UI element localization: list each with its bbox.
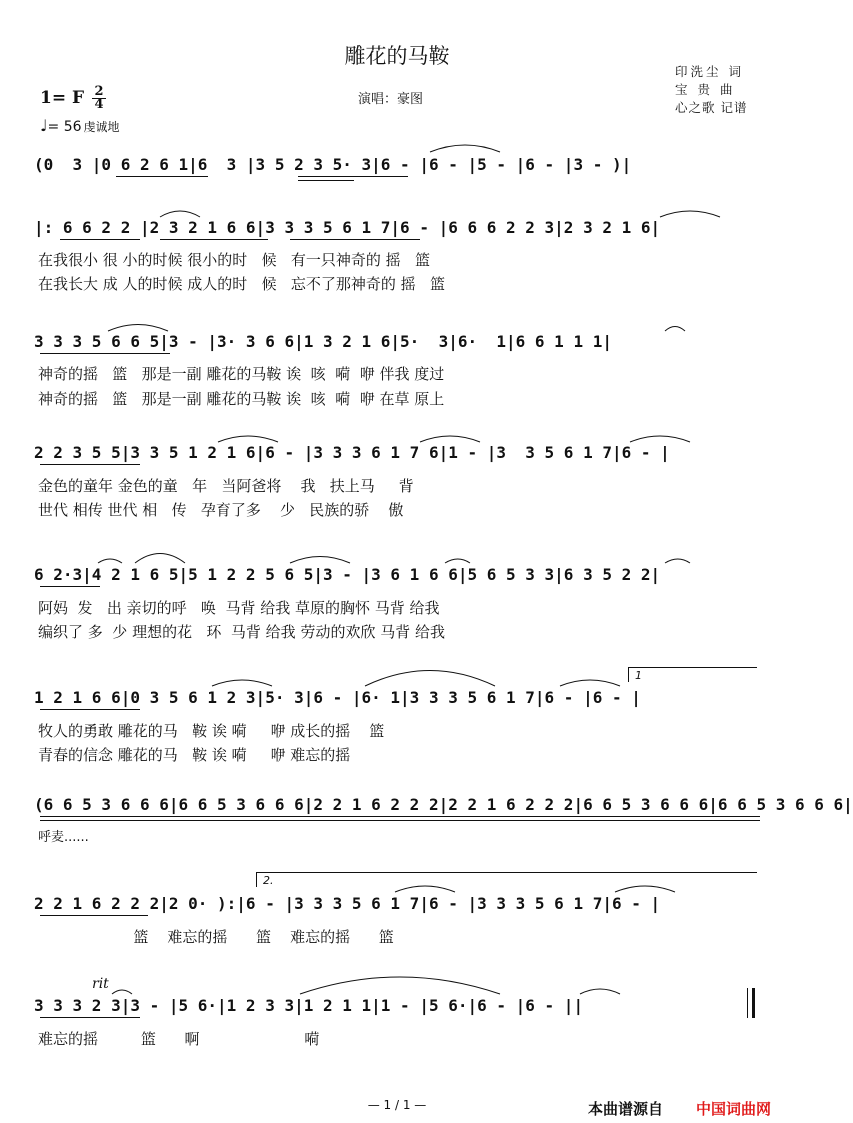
score-line-2-notes: |: 6 6 2 2 |2 3 2 1 6 6|3 3 3 5 6 1 7|6 - |6 6 6 2 2 3|2 3 2 1 6| <box>34 218 661 237</box>
slur <box>218 436 278 442</box>
slur <box>420 436 480 442</box>
quarter-note-icon: ♩ <box>40 116 48 135</box>
score-line-5-notes: 6 2·3|4 2 1 6 5|5 1 2 2 5 6 5|3 - |3 6 1 6 6|5 6 5 3 3|6 3 5 2 2| <box>34 565 661 584</box>
slur <box>665 327 685 332</box>
slur <box>580 989 620 994</box>
score-line-4-lyric-verse2: 世代 相传 世代 相 传 孕育了多 少 民族的骄 傲 <box>38 501 404 519</box>
second-ending-label: 2. <box>263 874 274 887</box>
singer-credit: 演唱：豪图 <box>358 92 424 107</box>
slur <box>630 436 690 442</box>
score-line-8-lyric: 篮 难忘的摇 篮 难忘的摇 篮 <box>38 928 394 946</box>
source-label: 本曲谱源自 <box>588 1100 664 1118</box>
score-line-3-lyric-verse1: 神奇的摇 篮 那是一副 雕花的马鞍 诶 咳 嗬 咿 伴我 度过 <box>38 365 445 383</box>
final-barline <box>752 988 755 1018</box>
time-signature-top: 2 <box>94 84 104 99</box>
composer-credit: 宝 贵 曲 <box>675 82 736 97</box>
final-barline-thin <box>747 988 748 1018</box>
page-number: — 1 / 1 — <box>367 1098 427 1112</box>
slur <box>395 886 455 892</box>
slur <box>300 977 500 994</box>
score-line-3-lyric-verse2: 神奇的摇 篮 那是一副 雕花的马鞍 诶 咳 嗬 咿 在草 原上 <box>38 390 445 408</box>
tempo-expression: 虔诚地 <box>83 120 120 134</box>
score-line-2-lyric-verse1: 在我很小 很 小的时候 很小的时 候 有一只神奇的 摇 篮 <box>38 251 430 269</box>
score-line-8-notes: 2 2 1 6 2 2 2|2 0· ):|6 - |3 3 3 5 6 1 7|6 - |3 3 3 5 6 1 7|6 - | <box>34 894 661 913</box>
time-signature-bottom: 4 <box>92 98 106 111</box>
ritardando-marking: rit <box>92 976 109 992</box>
first-ending-label: 1 <box>635 669 642 682</box>
score-line-3-notes: 3 3 3 5 6 6 5|3 - |3· 3 6 6|1 3 2 1 6|5· 3|6· 1|6 6 1 1 1| <box>34 332 612 351</box>
score-line-9-lyric: 难忘的摇 篮 啊 嗬 <box>38 1030 320 1048</box>
score-line-6-notes: 1 2 1 6 6|0 3 5 6 1 2 3|5· 3|6 - |6· 1|3 3 3 5 6 1 7|6 - |6 - | <box>34 688 641 707</box>
slur <box>160 211 200 217</box>
score-line-5-lyric-verse1: 阿妈 发 出 亲切的呼 唤 马背 给我 草原的胸怀 马背 给我 <box>38 599 440 617</box>
score-line-4-notes: 2 2 3 5 5|3 3 5 1 2 1 6|6 - |3 3 3 6 1 7 6|1 - |3 3 5 6 1 7|6 - | <box>34 443 670 462</box>
lyricist-credit: 印洗尘 词 <box>675 64 744 79</box>
score-line-2-lyric-verse2: 在我长大 成 人的时候 成人的时 候 忘不了那神奇的 摇 篮 <box>38 275 445 293</box>
slur <box>212 680 272 686</box>
slur <box>660 211 720 217</box>
slur <box>560 680 620 686</box>
slur <box>615 886 675 892</box>
score-line-5-lyric-verse2: 编织了 多 少 理想的花 环 马背 给我 劳动的欢欣 马背 给我 <box>38 623 445 641</box>
slur <box>365 671 495 687</box>
slur <box>665 559 690 563</box>
score-line-9-notes: 3 3 3 2 3|3 - |5 6·|1 2 3 3|1 2 1 1|1 - |5 6·|6 - |6 - || <box>34 996 584 1015</box>
slur <box>112 990 132 994</box>
score-line-7-lyric: 呼麦...... <box>38 830 89 845</box>
slur <box>98 559 122 563</box>
score-line-7-notes: (6 6 5 3 6 6 6|6 6 5 3 6 6 6|2 2 1 6 2 2 2|2 2 1 6 2 2 2|6 6 5 3 6 6 6|6 6 5 3 6 6 6| <box>34 795 853 814</box>
slur <box>290 557 350 564</box>
score-line-1-notes: (0 3 |0 6 2 6 1|6 3 |3 5 2 3 5· 3|6 - |6 - |5 - |6 - |3 - )| <box>34 155 632 174</box>
slur <box>445 559 470 563</box>
score-line-4-lyric-verse1: 金色的童年 金色的童 年 当阿爸将 我 扶上马 背 <box>38 477 414 495</box>
tempo-value: = 56 <box>47 119 82 135</box>
source-site-link[interactable]: 中国词曲网 <box>696 1100 772 1118</box>
score-line-6-lyric-verse1: 牧人的勇敢 雕花的马 鞍 诶 嗬 咿 成长的摇 篮 <box>38 722 385 740</box>
key-signature: 1= F <box>40 88 85 108</box>
slur <box>135 554 185 564</box>
transcriber-credit: 心之歌 记谱 <box>675 100 748 115</box>
score-line-6-lyric-verse2: 青春的信念 雕花的马 鞍 诶 嗬 咿 难忘的摇 <box>38 746 351 764</box>
song-title: 雕花的马鞍 <box>344 44 450 68</box>
slur <box>108 325 168 332</box>
slur <box>430 145 500 152</box>
